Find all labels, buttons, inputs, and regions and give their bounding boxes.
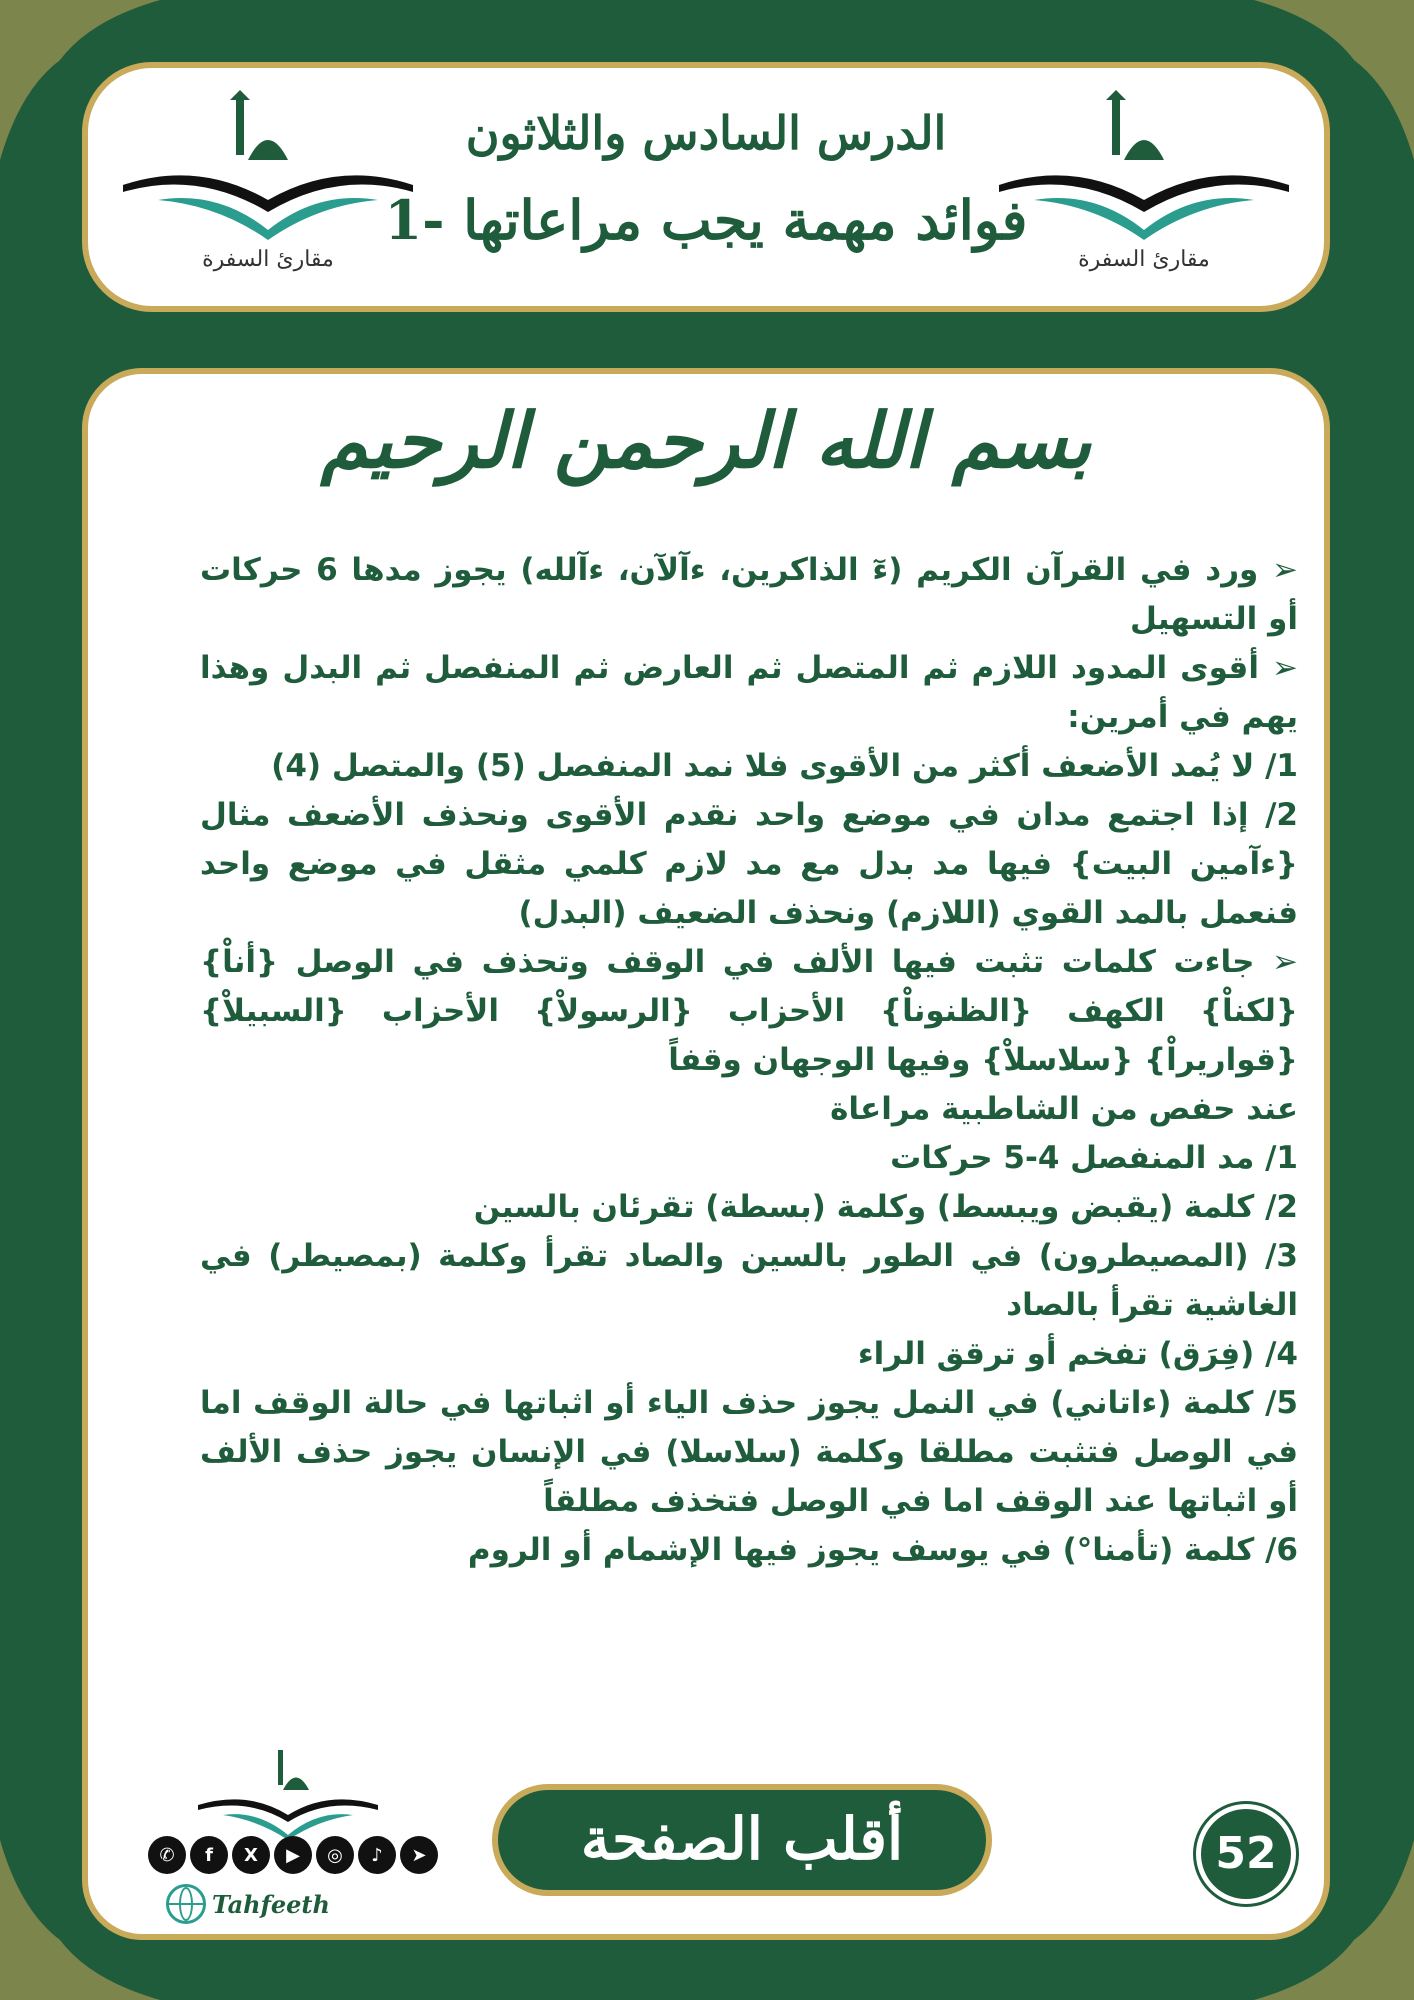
x-icon[interactable]: X bbox=[232, 1836, 270, 1874]
page-number-badge: 52 bbox=[1196, 1804, 1296, 1904]
content-paragraph: ➢ جاءت كلمات تثبت فيها الألف في الوقف وتحذف في الوصل {أناْ} {لكناْ} الكهف {الظنوناْ} الأحزاب {الرسولاْ} الأحزاب {السبيلاْ} {قواريراْ} {سلاسلاْ} وفيها الوجهان وقفاً bbox=[200, 944, 1298, 1078]
facebook-icon[interactable]: f bbox=[190, 1836, 228, 1874]
content-paragraph: ➢ ورد في القرآن الكريم (ءٓ الذاكرين، ءآلآن، ءآلله) يجوز مدها 6 حركات أو التسهيل bbox=[200, 552, 1298, 637]
lesson-content bbox=[200, 546, 1298, 1575]
content-paragraph: 3/ (المصيطرون) في الطور بالسين والصاد تقرأ وكلمة (بمصيطر) في الغاشية تقرأ بالصاد bbox=[200, 1238, 1298, 1323]
telegram-icon[interactable]: ➤ bbox=[400, 1836, 438, 1874]
logo-caption: مقارئ السفرة bbox=[202, 247, 334, 272]
content-paragraph: 2/ كلمة (يقبض ويبسط) وكلمة (بسطة) تقرئان بالسين bbox=[473, 1189, 1298, 1225]
website-link[interactable] bbox=[166, 1884, 330, 1924]
content-paragraph: ➢ أقوى المدود اللازم ثم المتصل ثم العارض ثم المنفصل ثم البدل وهذا يهم في أمرين: bbox=[200, 650, 1298, 735]
social-links bbox=[148, 1836, 438, 1874]
content-paragraph: 1/ لا يُمد الأضعف أكثر من الأقوى فلا نمد المنفصل (5) والمتصل (4) bbox=[271, 748, 1298, 784]
content-card bbox=[82, 368, 1330, 1940]
lesson-title: الدرس السادس والثلاثون bbox=[465, 106, 947, 160]
content-paragraph: 2/ إذا اجتمع مدان في موضع واحد نقدم الأقوى ونحذف الأضعف مثال {ءآمين البيت} فيها مد بدل مع مد لازم كلمي مثقل في موضع واحد فنعمل بالمد القوي (اللازم) ونحذف الضعيف (البدل) bbox=[200, 797, 1298, 931]
header-card bbox=[82, 62, 1330, 312]
logo-caption: مقارئ السفرة bbox=[1078, 247, 1210, 272]
tiktok-icon[interactable]: ♪ bbox=[358, 1836, 396, 1874]
youtube-icon[interactable]: ▶ bbox=[274, 1836, 312, 1874]
lesson-subtitle: فوائد مهمة يجب مراعاتها -1 bbox=[384, 188, 1028, 252]
site-name: Tahfeeth bbox=[212, 1889, 330, 1919]
instagram-icon[interactable]: ◎ bbox=[316, 1836, 354, 1874]
content-paragraph: 1/ مد المنفصل 4-5 حركات bbox=[890, 1140, 1298, 1176]
content-paragraph: عند حفص من الشاطبية مراعاة bbox=[830, 1091, 1298, 1127]
content-paragraph: 4/ (فِرَق) تفخم أو ترقق الراء bbox=[857, 1336, 1298, 1372]
whatsapp-icon[interactable]: ✆ bbox=[148, 1836, 186, 1874]
basmala-calligraphy: بسم الله الرحمن الرحيم bbox=[320, 396, 1092, 485]
footer-logo-icon bbox=[188, 1750, 388, 1840]
globe-icon bbox=[166, 1884, 206, 1924]
turn-page-button[interactable]: أقلب الصفحة bbox=[492, 1784, 992, 1896]
content-paragraph: 5/ كلمة (ءاتاني) في النمل يجوز حذف الياء أو اثباتها في حالة الوقف اما في الوصل فتثبت مطلقا وكلمة (سلاسلا) في الإنسان يجوز حذف الألف أو اثباتها عند الوقف اما في الوصل فتخذف مطلقاً bbox=[200, 1385, 1298, 1519]
content-paragraph: 6/ كلمة (تأمنا°) في يوسف يجوز فيها الإشمام أو الروم bbox=[467, 1532, 1298, 1568]
